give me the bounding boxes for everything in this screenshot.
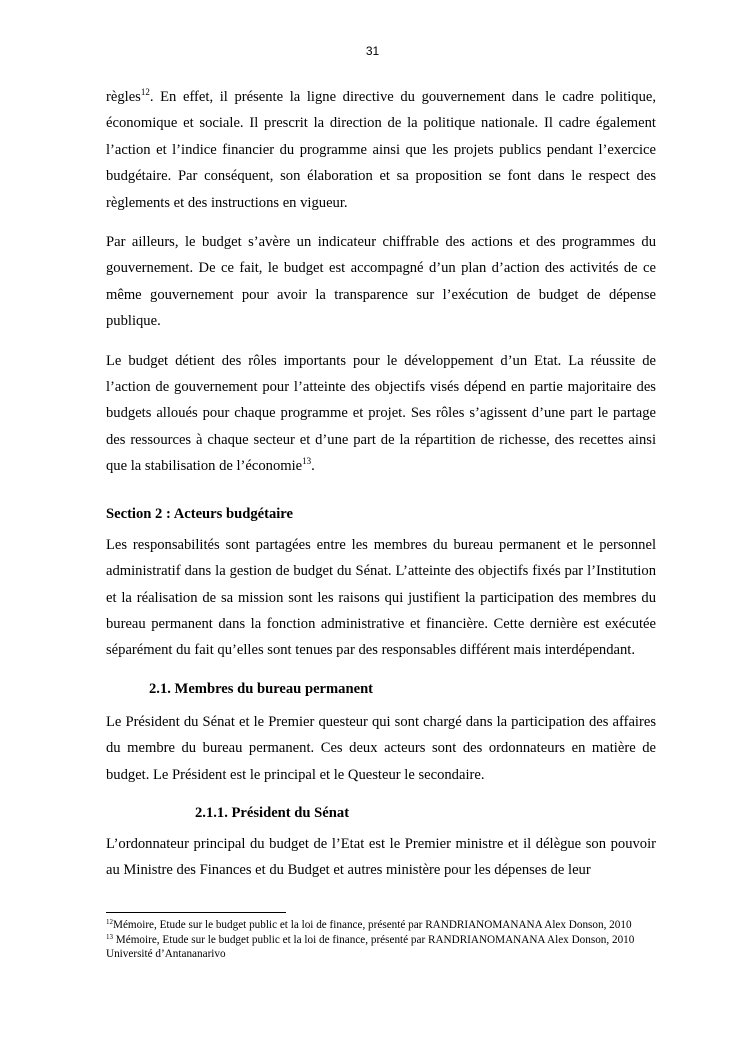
paragraph-1-rest: . En effet, il présente la ligne directive du gouvernement dans le cadre politique, économique et sociale. Il prescrit la direction de la politique nationale. Il cadre également l’action et l’indice financier du programme ainsi que les projets publics pendant l’exercice budgétaire. Par conséquent, son élaboration et sa proposition se font dans le respect des règlements et des instructions en vigueur. — [106, 89, 656, 211]
paragraph-1-start: règles — [106, 89, 141, 105]
footnote-13 — [106, 933, 656, 962]
footnote-12-text: Mémoire, Etude sur le budget public et la loi de finance, présenté par RANDRIANOMANANA Alex Donson, 2010 — [113, 919, 632, 931]
footnote-ref-13[interactable]: 13 — [302, 456, 312, 467]
section-2-paragraph: Les responsabilités sont partagées entre les membres du bureau permanent et le personnel administratif dans la gestion de budget du Sénat. L’atteinte des objectifs fixés par l’Institution et la réalisation de sa mission sont les raisons qui justifient la participation des membres du bureau permanent dans la fonction administrative et financière. Cette dernière est exécutée séparément du fait qu’elles sont tenues par des responsables différent mais interdépendant. — [106, 536, 656, 659]
footnotes — [106, 918, 656, 962]
footnote-13-number: 13 — [106, 932, 113, 941]
subsection-2-1-heading: 2.1. Membres du bureau permanent — [149, 680, 374, 697]
footnote-13-text: Mémoire, Etude sur le budget public et la loi de finance, présenté par RANDRIANOMANANA Alex Donson, 2010 Université d’Antananarivo — [106, 933, 635, 960]
paragraph-2: Par ailleurs, le budget s’avère un indicateur chiffrable des actions et des programmes du gouvernement. De ce fait, le budget est accompagné d’un plan d’action des activités de ce même gouvernement pour avoir la transparence sur l’exécution de budget de dépense publique. — [106, 234, 656, 330]
footnote-12 — [106, 918, 656, 933]
subsection-2-1-1-heading: 2.1.1. Président du Sénat — [195, 804, 350, 821]
section-2-heading: Section 2 : Acteurs budgétaire — [106, 505, 293, 522]
footnote-12-number: 12 — [106, 918, 113, 926]
paragraph-3-rest: . — [311, 458, 315, 475]
footnote-ref-12[interactable]: 12 — [140, 87, 150, 97]
subsection-2-1-paragraph: Le Président du Sénat et le Premier questeur qui sont chargé dans la participation des affaires du membre du bureau permanent. Ces deux acteurs sont des ordonnateurs en matière de budget. Le Président est le principal et le Questeur le secondaire. — [106, 713, 656, 783]
main-content — [106, 84, 656, 897]
subsection-2-1-1-paragraph: L’ordonnateur principal du budget de l’Etat est le Premier ministre et il délègue son pouvoir au Ministre des Finances et du Budget et autres ministère pour les dépenses de leur — [106, 835, 656, 879]
paragraph-3 — [106, 348, 656, 480]
footnote-divider — [106, 912, 286, 913]
paragraph-1 — [106, 84, 656, 216]
paragraph-3-start: Le budget détient des rôles importants pour le développement d’un Etat. La réussite de l’action de gouvernement pour l’atteinte des objectifs visés dépend en partie majoritaire des budgets alloués pour chaque programme et projet. Ses rôles s’agissent d’une part le partage des ressources à chaque secteur et d’une part de la répartition de richesse, des recettes ainsi que la stabilisation de l’économie — [106, 352, 656, 475]
page-number: 31 — [365, 44, 380, 58]
